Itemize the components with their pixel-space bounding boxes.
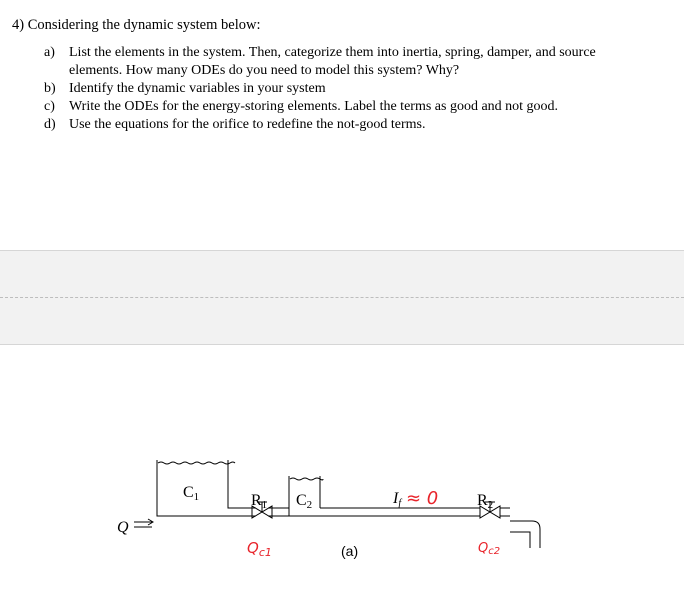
inertance-approx-zero-note: ≈ 0 (406, 488, 439, 509)
label-inertance: If (393, 490, 402, 509)
label-r1: R1 (251, 492, 268, 511)
item-text: Write the ODEs for the energy-storing elements. Label the terms as good and not good. (69, 99, 559, 114)
outlet-pipe-end (500, 508, 510, 516)
item-label: b) (44, 81, 56, 96)
outlet-pipe (289, 508, 480, 516)
inflow-arrow (134, 519, 153, 527)
item-text: Identify the dynamic variables in your system (69, 81, 326, 96)
label-r2: R2 (477, 492, 494, 511)
item-text: Use the equations for the orifice to redefine the not-good terms. (69, 117, 426, 132)
item-label: a) (44, 45, 55, 60)
handwritten-qc1: $Q_{c1}$ (247, 539, 272, 559)
discharge-pipe (510, 521, 540, 548)
label-c2: C2 (296, 492, 313, 511)
tank-c2-fluid-surface (290, 478, 323, 480)
handwritten-qc2: Qc2 (478, 541, 501, 557)
figure-caption: (a) (341, 543, 359, 559)
label-c1: C1 (183, 484, 200, 503)
question-title: 4) Considering the dynamic system below: (12, 17, 261, 33)
item-label: d) (44, 117, 56, 132)
item-text: List the elements in the system. Then, categorize them into inertia, spring, damper, and source elements. How many ODEs do you need to model this system? Why? (69, 45, 596, 78)
pipe-r1-c2 (268, 508, 289, 516)
label-flow-in: Q (117, 519, 129, 536)
item-label: c) (44, 99, 55, 114)
tank-c1 (157, 460, 256, 516)
tank-c1-fluid-surface (158, 462, 235, 464)
